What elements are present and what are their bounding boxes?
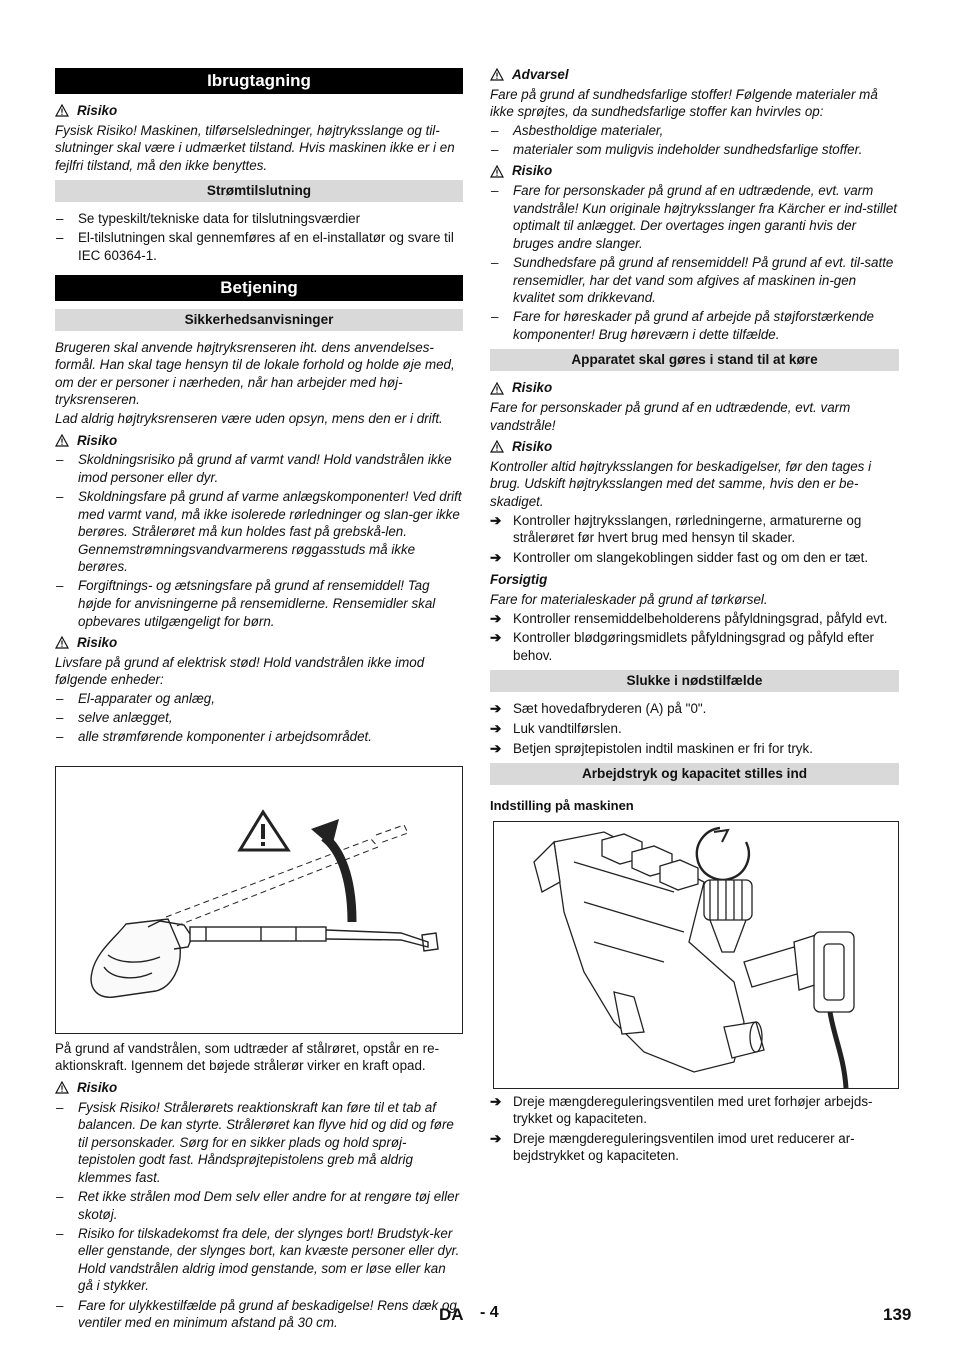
paragraph: Fare på grund af sundhedsfarlige stoffer! Følgende materialer må ikke sprøjtes, da sundhedsfarlige stoffer kan hvirvles op: [490, 86, 878, 120]
instruction-step: ➔ Kontroller blødgøringsmidlets påfyldningsgrad og påfyld efter behov. [490, 630, 874, 663]
spray-gun-reaction-figure [55, 766, 463, 1034]
list-item: – El-apparater og anlæg, [56, 690, 215, 706]
risk-label: Risiko [490, 379, 899, 397]
warning-label: Advarsel [490, 66, 899, 84]
dash-bullet: – [56, 690, 64, 706]
list-item: – materialer som muligvis indeholder sundhedsfarlige stoffer. [491, 141, 863, 157]
warning-triangle-icon [55, 1081, 69, 1094]
list-item: – Fare for personskader på grund af en udtrædende, evt. varm vandstråle! Kun originale højtryksslanger fra Kärcher er ind-stillet optimalt til anlægget. Der overtages ingen garanti hvis der bruges andre slanger. [491, 183, 898, 251]
instruction-step: ➔ Luk vandtilførslen. [490, 720, 622, 736]
instruction-step: ➔ Dreje mængdereguleringsventilen med uret forhøjer arbejds-trykket og kapaciteten. [490, 1093, 873, 1127]
dash-bullet: – [491, 183, 499, 199]
list-item: – Forgiftnings- og ætsningsfare på grund af rensemiddel! Tag højde for anvisningerne på rensemidlerne. Rensemidler skal opbevares utilgængeligt for børn. [56, 578, 436, 629]
instruction-step: ➔ Kontroller rensemiddelbeholderens påfyldningsgrad, påfyld evt. [490, 610, 888, 626]
dash-bullet: – [56, 1099, 64, 1115]
paragraph: På grund af vandstrålen, som udtræder af stålrøret, opstår en re-aktionskraft. Igennem det bøjede strålerør virker en kraft opad. [55, 1040, 440, 1074]
dash-bullet: – [491, 309, 499, 325]
list-item: – Skoldningsrisiko på grund af varmt vand! Hold vandstrålen ikke imod personer eller dyr. [56, 452, 452, 485]
risk-label: Risiko [490, 438, 899, 456]
language-code: DA [439, 1305, 464, 1324]
list-item: – Ret ikke strålen mod Dem selv eller andre for at rengøre tøj eller skotøj. [56, 1188, 460, 1222]
dash-bullet: – [56, 452, 64, 468]
warning-triangle-icon [490, 68, 504, 81]
list-item: – Risiko for tilskadekomst fra dele, der slynges bort! Brudstyk-ker eller genstande, der slynges bort, kan kvæste personer eller dyr. Hold vandstrålen aldrig imod genstande, som er løse eller kan gå i stykker. [56, 1225, 460, 1294]
paragraph: Lad aldrig højtryksrenseren være uden opsyn, mens den er i drift. [55, 411, 443, 427]
dash-bullet: – [56, 729, 64, 745]
instruction-step: ➔ Dreje mængdereguleringsventilen imod uret reducerer ar-bejdstrykket og kapaciteten. [490, 1130, 855, 1164]
warning-triangle-icon [490, 440, 504, 453]
arrow-icon: ➔ [490, 610, 502, 626]
list-item: – El-tilslutningen skal gennemføres af en el-installatør og svare til IEC 60364-1. [56, 230, 454, 264]
risk-label: Risiko [490, 162, 899, 180]
list-item: – Fare for ulykkestilfælde på grund af beskadigelse! Rens dæk og ventiler med en minimum afstand på 30 cm. [56, 1297, 457, 1331]
valve-block-illustration [494, 822, 898, 1088]
subsection-heading-stromtilslutning: Strømtilslutning [55, 180, 463, 202]
risk-label: Risiko [55, 432, 463, 450]
paragraph: Fare for materialeskader på grund af tørkørsel. [490, 591, 768, 607]
warning-triangle-icon [55, 104, 69, 117]
caution-label: Forsigtig [490, 572, 548, 588]
dash-bullet: – [56, 488, 64, 504]
subsection-heading-arbejdstryk: Arbejdstryk og kapacitet stilles ind [490, 763, 899, 785]
subsection-heading-sikkerhed: Sikkerhedsanvisninger [55, 309, 463, 331]
warning-triangle-icon [55, 434, 69, 447]
subheading-indstilling: Indstilling på maskinen [490, 798, 634, 814]
section-page-number: - 4 [480, 1304, 499, 1321]
pressure-valve-figure [493, 821, 899, 1089]
dash-bullet: – [56, 710, 64, 726]
warning-triangle-icon [490, 382, 504, 395]
arrow-icon: ➔ [490, 549, 502, 565]
instruction-step: ➔ Kontroller om slangekoblingen sidder fast og om den er tæt. [490, 549, 869, 565]
list-item: – alle strømførende komponenter i arbejdsområdet. [56, 729, 372, 745]
paragraph: Fare for personskader på grund af en udtrædende, evt. varm vandstråle! [490, 400, 851, 433]
section-heading-betjening: Betjening [55, 275, 463, 301]
arrow-icon: ➔ [490, 630, 502, 646]
dash-bullet: – [56, 211, 64, 227]
arrow-icon: ➔ [490, 720, 502, 736]
paragraph: Livsfare på grund af elektrisk stød! Hold vandstrålen ikke imod følgende enheder: [55, 654, 425, 688]
dash-bullet: – [56, 578, 64, 594]
paragraph: Brugeren skal anvende højtryksrenseren iht. dens anvendelses-formål. Han skal tage hensyn til de lokale forhold og holde øje med, om der er personer i nærheden, når han arbejder med høj-tryksrenseren. [55, 339, 455, 408]
right-column [490, 66, 899, 1167]
list-item: – selve anlægget, [56, 710, 173, 726]
dash-bullet: – [491, 141, 499, 157]
risk-label: Risiko [55, 1079, 463, 1097]
paragraph: Kontroller altid højtryksslangen for beskadigelser, før den tages i brug. Udskift højtryksslangen med det samme, hvis den er be-skadiget. [490, 458, 872, 509]
arrow-icon: ➔ [490, 740, 502, 756]
list-item: – Fysisk Risiko! Strålerørets reaktionskraft kan føre til et tab af balancen. De kan styrte. Strålerøret kan flyve hid og did og føre til personskader. Sørg for en sikker plads og hold sprøj-tepistolen godt fast. Håndsprøjtepistolens greb må aldrig klemmes fast. [56, 1099, 454, 1185]
dash-bullet: – [56, 230, 64, 246]
section-heading-ibrugtagning: Ibrugtagning [55, 68, 463, 94]
arrow-icon: ➔ [490, 1093, 502, 1109]
dash-bullet: – [56, 1188, 64, 1204]
subsection-heading-slukke: Slukke i nødstilfælde [490, 670, 899, 692]
subsection-heading-apparat: Apparatet skal gøres i stand til at køre [490, 349, 899, 371]
dash-bullet: – [56, 1225, 64, 1241]
list-item: – Asbestholdige materialer, [491, 122, 664, 138]
paragraph: Fysisk Risiko! Maskinen, tilførselsledninger, højtryksslange og til-slutninger skal være i udmærket tilstand. Hvis maskinen ikke er i en fejlfri tilstand, må den ikke benyttes. [55, 122, 455, 173]
risk-label: Risiko [55, 634, 463, 652]
left-column [55, 66, 463, 1333]
dash-bullet: – [491, 254, 499, 270]
warning-triangle-icon [55, 636, 69, 649]
instruction-step: ➔ Betjen sprøjtepistolen indtil maskinen er fri for tryk. [490, 740, 813, 756]
list-item: – Skoldningsfare på grund af varme anlægskomponenter! Ved drift med varmt vand, må ikke isolerede rørledninger og slan-ger ikke berøres. Strålerøret må kun holdes fast på grebskå-len. Gennemstrømningsvandvarmerens røggasstuds må ikke berøres. [56, 488, 462, 575]
warning-triangle-icon [490, 165, 504, 178]
arrow-icon: ➔ [490, 512, 502, 528]
spray-gun-illustration [56, 767, 462, 1033]
instruction-step: ➔ Sæt hovedafbryderen (A) på "0". [490, 701, 707, 717]
instruction-step: ➔ Kontroller højtryksslangen, rørledningerne, armaturerne og strålerøret før hvert brug med hensyn til skader. [490, 512, 862, 546]
dash-bullet: – [491, 122, 499, 138]
page-number: 139 [883, 1305, 912, 1324]
list-item: – Se typeskilt/tekniske data for tilslutningsværdier [56, 211, 361, 227]
arrow-icon: ➔ [490, 701, 502, 717]
arrow-icon: ➔ [490, 1130, 502, 1146]
list-item: – Fare for høreskader på grund af arbejde på støjforstærkende komponenter! Brug høreværn i dette tilfælde. [491, 309, 874, 342]
dash-bullet: – [56, 1297, 64, 1313]
risk-label: Risiko [55, 102, 463, 120]
list-item: – Sundhedsfare på grund af rensemiddel! På grund af evt. til-satte rensemidler, har det vand som afgives af maskinen in-gen kvalitet som drikkevand. [491, 254, 894, 306]
